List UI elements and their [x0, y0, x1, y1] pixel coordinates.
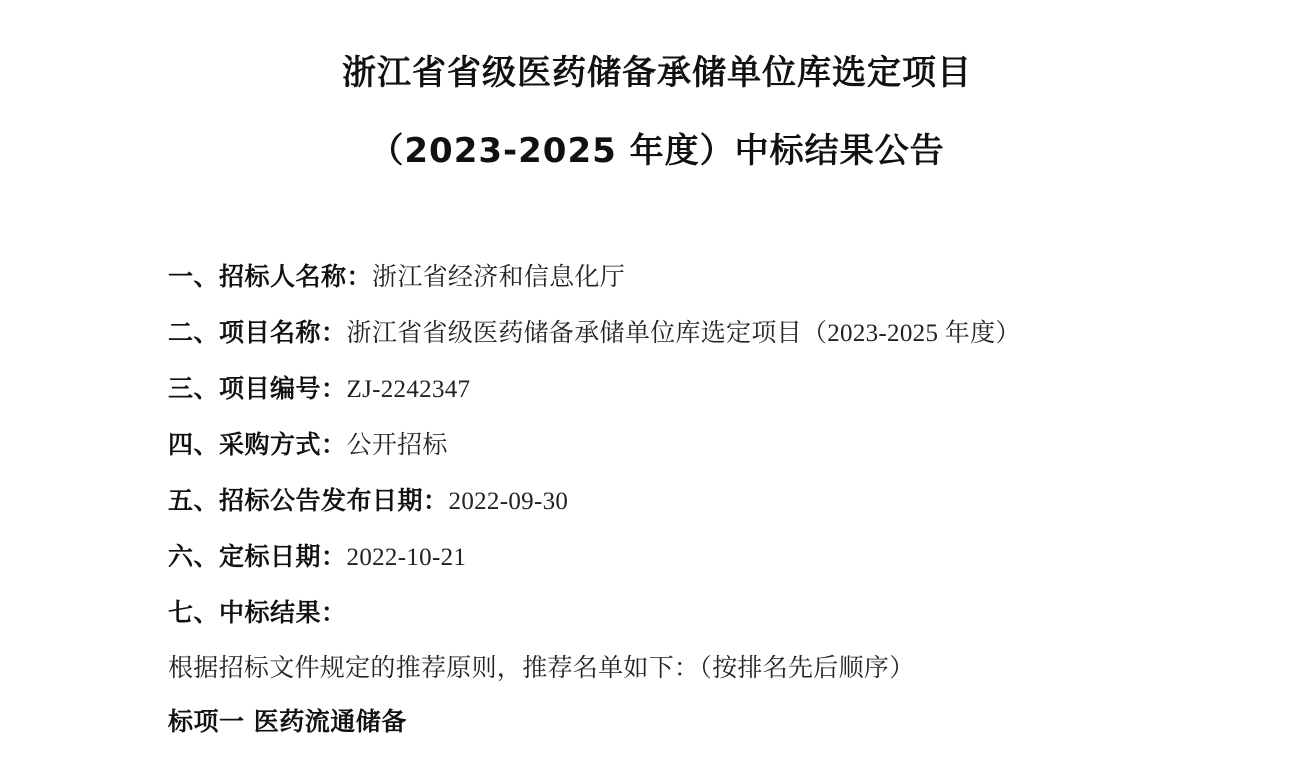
item-label-6: 六、定标日期：: [168, 542, 347, 571]
title-line-2: （2023-2025 年度）中标结果公告: [369, 131, 945, 171]
item-value-3: ZJ-2242347: [346, 376, 471, 403]
item-value-4: 公开招标: [346, 432, 448, 459]
section-heading-lot-1: 标项一 医药流通储备: [168, 707, 407, 736]
list-item: [168, 320, 1204, 346]
item-label-2: 二、项目名称：: [168, 318, 347, 347]
item-label-1: 一、招标人名称：: [168, 262, 373, 291]
item-label-3: 三、项目编号：: [168, 374, 347, 403]
item-value-1: 浙江省经济和信息化厅: [372, 264, 626, 291]
item-value-2: 浙江省省级医药储备承储单位库选定项目（2023-2025 年度）: [346, 320, 1021, 347]
list-item: [168, 376, 1204, 402]
list-item: [168, 488, 1204, 514]
recommendation-paragraph: 根据招标文件规定的推荐原则，推荐名单如下：（按排名先后顺序）: [168, 655, 915, 682]
document-title: [0, 0, 1314, 171]
list-item: [168, 264, 1204, 290]
document-body: [0, 264, 1314, 734]
item-label-4: 四、采购方式：: [168, 430, 347, 459]
list-item: [168, 432, 1204, 458]
title-line-1: 浙江省省级医药储备承储单位库选定项目: [342, 53, 972, 93]
item-value-5: 2022-09-30: [448, 488, 569, 515]
item-label-7: 七、中标结果：: [168, 598, 347, 627]
item-label-5: 五、招标公告发布日期：: [168, 486, 449, 515]
list-item: [168, 600, 1204, 626]
item-value-6: 2022-10-21: [346, 544, 467, 571]
list-item: [168, 544, 1204, 570]
